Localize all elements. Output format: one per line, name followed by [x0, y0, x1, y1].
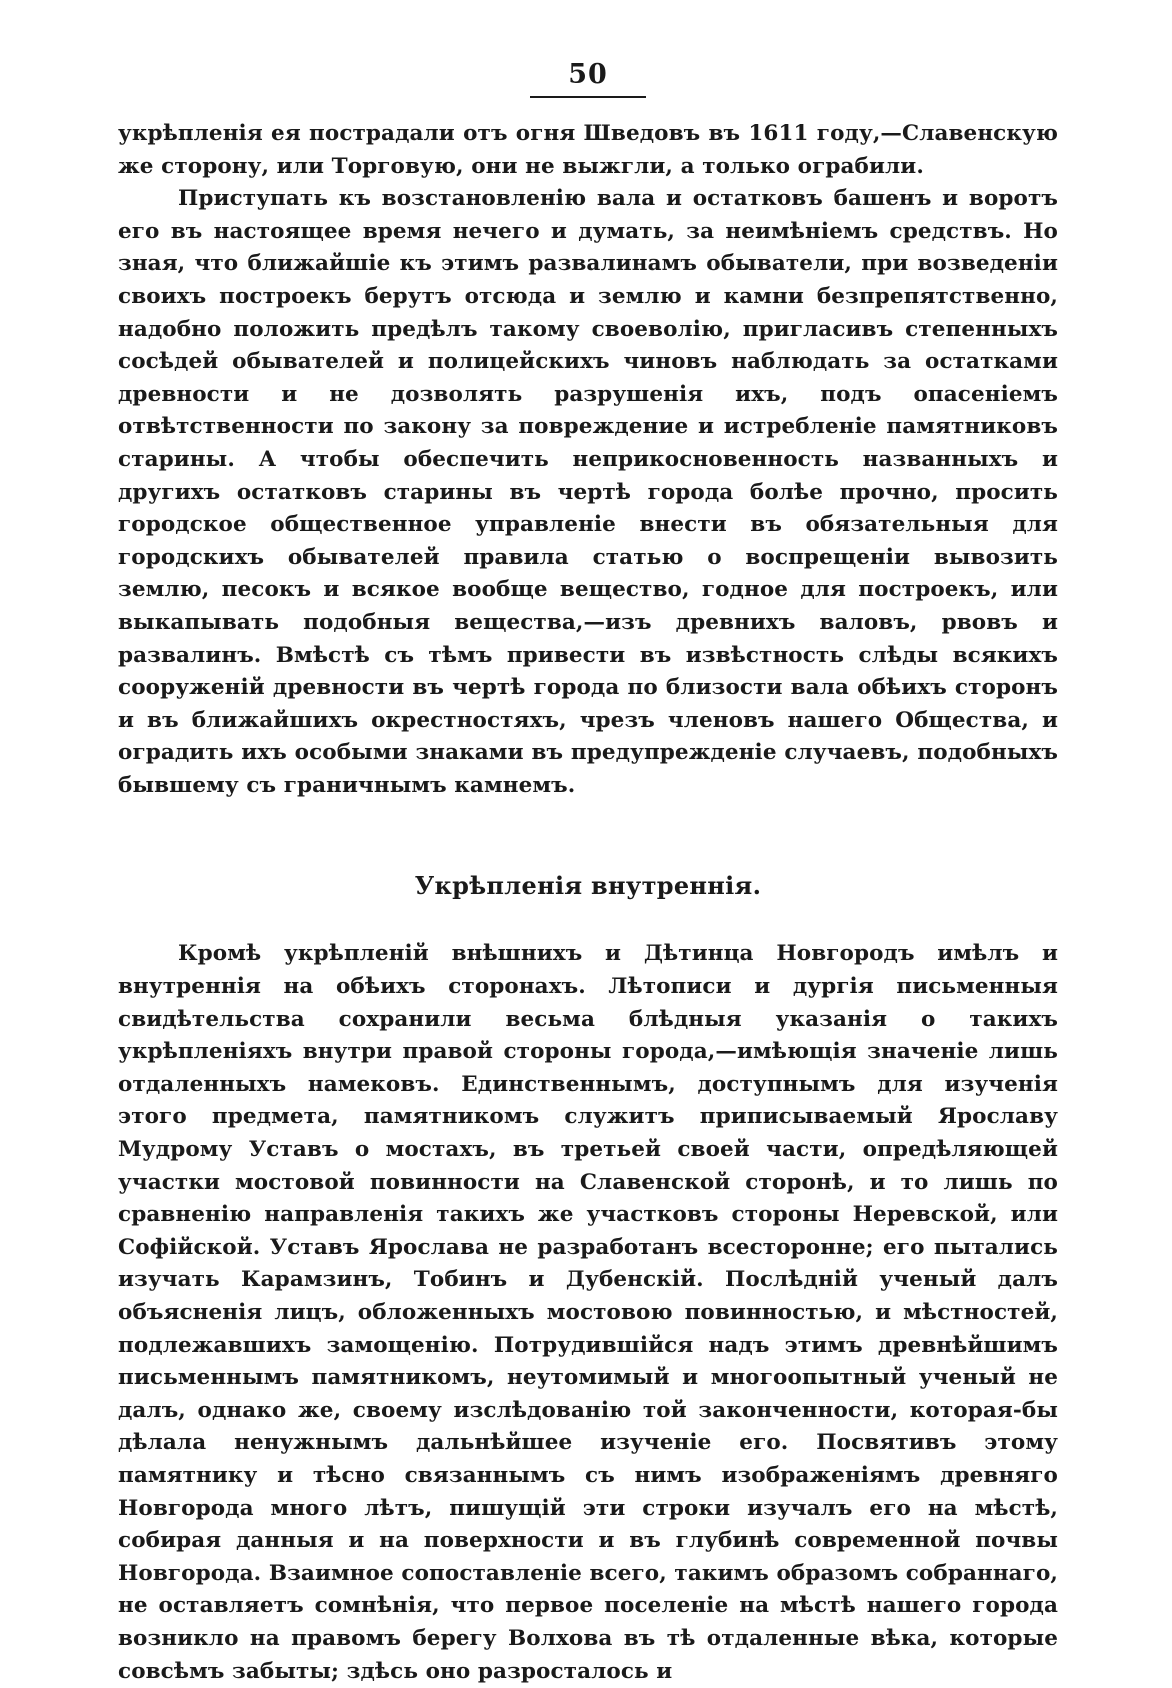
paragraph-inner-fortifications: Кромѣ укрѣпленій внѣшнихъ и Дѣтинца Новгородъ имѣлъ и внутреннія на обѣихъ сторонахъ. Лѣтописи и дургія письменныя свидѣтельства сохранили весьма блѣдныя указанія о такихъ укрѣпленіяхъ внутри правой стороны города,—имѣющія значеніе лишь отдаленныхъ намековъ. Единственнымъ, доступнымъ для изученія этого предмета, памятникомъ служитъ приписываемый Ярославу Мудрому Уставъ о мостахъ, въ третьей своей части, опредѣляющей участки мостовой повинности на Славенской сторонѣ, и то лишь по сравненію направленія такихъ же участковъ стороны Неревской, или Софійской. Уставъ Ярослава не разработанъ всесторонне; его пытались изучать Карамзинъ, Тобинъ и Дубенскій. Послѣдній ученый далъ объясненія лицъ, обложенныхъ мостовою повинностью, и мѣстностей, подлежавшихъ замощенію. Потрудившійся надъ этимъ древнѣйшимъ письменнымъ памятникомъ, неутомимый и многоопытный ученый не далъ, однако же, своему изслѣдованію той законченности, которая-бы дѣлала ненужнымъ дальнѣйшее изученіе его. Посвятивъ этому памятнику и тѣсно связаннымъ съ нимъ изображеніямъ древняго Новгорода много лѣтъ, пишущій эти строки изучалъ его на мѣстѣ, собирая данныя и на поверхности и въ глубинѣ современной почвы Новгорода. Взаимное сопоставленіе всего, такимъ образомъ собраннаго, не оставляетъ сомнѣнія, что первое поселеніе на мѣстѣ нашего города возникло на правомъ берегу Волхова въ тѣ отдаленные вѣка, которые совсѣмъ забыты; здѣсь оно разросталось и — [118, 941, 1058, 1684]
paragraph-continuation: укрѣпленія ея пострадали отъ огня Шведовъ въ 1611 году,—Славенскую же сторону, или Торговую, они не выжгли, а только ограбили. — [118, 121, 1058, 179]
paragraph-restoration: Приступать къ возстановленію вала и остатковъ башенъ и воротъ его въ настоящее время нечего и думать, за неимѣніемъ средствъ. Но зная, что ближайшіе къ этимъ развалинамъ обыватели, при возведеніи своихъ построекъ берутъ отсюда и землю и камни безпрепятственно, надобно положить предѣлъ такому своеволію, пригласивъ степенныхъ сосѣдей обывателей и полицейскихъ чиновъ наблюдать за остатками древности и не дозволять разрушенія ихъ, подъ опасеніемъ отвѣтственности по закону за повреждение и истребленіе памятниковъ старины. А чтобы обеспечить неприкосновенность названныхъ и другихъ остатковъ старины въ чертѣ города болѣе прочно, просить городское общественное управленіе внести въ обязательныя для городскихъ обывателей правила статью о воспрещеніи вывозить землю, песокъ и всякое вообще вещество, годное для построекъ, или выкапывать подобныя вещества,—изъ древнихъ валовъ, рвовъ и развалинъ. Вмѣстѣ съ тѣмъ привести въ извѣстность слѣды всякихъ сооруженій древности въ чертѣ города по близости вала обѣихъ сторонъ и въ ближайшихъ окрестностяхъ, чрезъ членовъ нашего Общества, и оградить ихъ особыми знаками въ предупрежденіе случаевъ, подобныхъ бывшему съ граничнымъ камнемъ. — [118, 186, 1058, 798]
page-header — [118, 58, 1058, 98]
section-heading: Укрѣпленія внутреннія. — [414, 871, 762, 901]
document-page — [118, 58, 1058, 1684]
page-number: 50 — [530, 58, 646, 98]
